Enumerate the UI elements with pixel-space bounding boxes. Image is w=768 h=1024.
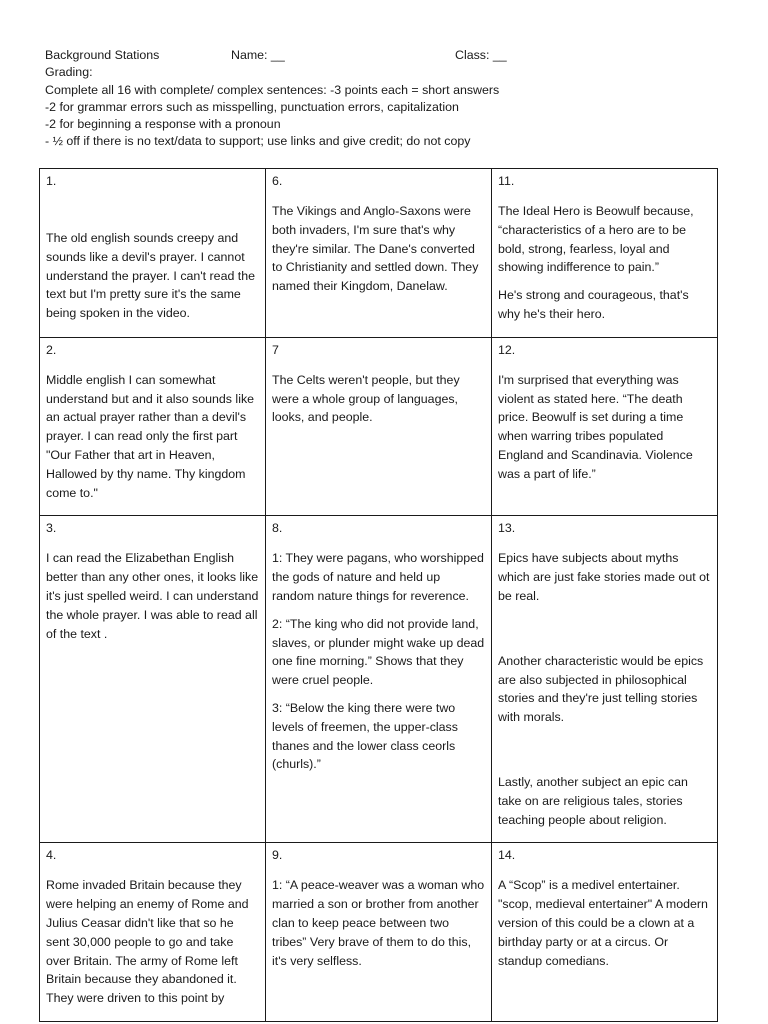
answer-text: 1: “A peace-weaver was a woman who married a son or brother from another clan to keep peace between two tribes” Very brave of them to do this, it's very selfless. — [272, 878, 485, 968]
grid-row — [40, 516, 718, 843]
name-field: Name: __ — [231, 48, 285, 62]
answer-text: I'm surprised that everything was violent as stated here. “The death price. Beowulf is set during a time when warring tribes populated England and Scandinavia. Violence was a part of life.” — [498, 372, 693, 481]
answer-text: The Celts weren't people, but they were a whole group of languages, looks, and people. — [272, 372, 460, 425]
answer-cell-1 — [40, 169, 266, 338]
answer-text: The old english sounds creepy and sounds like a devil's prayer. I cannot understand the prayer. I can't read the text but I'm pretty sure it's the same being spoken in the video. — [46, 231, 256, 321]
grading-rule: Complete all 16 with complete/ complex sentences: -3 points each = short answers — [45, 82, 500, 97]
answer-cell-9 — [266, 843, 492, 1022]
answer-text: The Ideal Hero is Beowulf because, “characteristics of a hero are to be bold, strong, fearless, loyal and showing indifference to pain.” — [498, 204, 694, 275]
grading-label: Grading: — [45, 65, 93, 80]
station-number: 8. — [272, 521, 283, 536]
class-field: Class: __ — [455, 48, 507, 62]
answer-text: Rome invaded Britain because they were helping an enemy of Rome and Julius Ceasar didn't like that so he sent 30,000 people to go and take over Britain. The army of Rome left Britain because they abandoned it. They were driven to this point by — [46, 878, 249, 1006]
answer-text: Epics have subjects about myths which are just fake stories made out ot be real. — [498, 551, 710, 603]
grid-row — [40, 843, 718, 1022]
grading-rule: - ½ off if there is no text/data to support; use links and give credit; do not copy — [45, 134, 471, 149]
grid-row — [40, 169, 718, 338]
answer-text: 2: “The king who did not provide land, slaves, or plunder might wake up dead one fine morning.” Shows that they were cruel people. — [272, 616, 485, 688]
station-number: 9. — [272, 848, 283, 863]
stations-title: Background Stations — [45, 48, 160, 62]
answer-text: 3: “Below the king there were two levels of freemen, the upper-class thanes and the lower class ceorls (churls).” — [272, 700, 458, 772]
answer-cell-13 — [492, 516, 718, 843]
answer-cell-14 — [492, 843, 718, 1022]
answer-text: I can read the Elizabethan English better than any other ones, it looks like it's just spelled weird. I can understand the whole prayer. I was able to read all of the text . — [46, 551, 259, 641]
answer-cell-12 — [492, 337, 718, 516]
answer-text: The Vikings and Anglo-Saxons were both invaders, I'm sure that's why they're similar. The Dane's converted to Christianity and settled down. They named their Kingdom, Danelaw. — [272, 204, 479, 294]
answer-text: He's strong and courageous, that's why he's their hero. — [498, 288, 689, 321]
header-line — [45, 47, 735, 64]
answer-text: Lastly, another subject an epic can take on are religious tales, stories teaching people about religion. — [498, 774, 688, 827]
station-number: 11. — [498, 174, 515, 188]
answer-grid — [39, 168, 718, 1022]
answer-cell-3 — [40, 516, 266, 843]
station-number: 4. — [46, 848, 57, 863]
answer-cell-2 — [40, 337, 266, 516]
station-number: 6. — [272, 174, 283, 188]
grid-row — [40, 337, 718, 516]
answer-cell-8 — [266, 516, 492, 843]
answer-cell-6 — [266, 169, 492, 338]
station-number: 3. — [46, 521, 57, 536]
station-number: 14. — [498, 848, 516, 863]
answer-text: A “Scop” is a medivel entertainer. "scop, medieval entertainer" A modern version of this could be a clown at a birthday party or at a circus. Or standup comedians. — [498, 878, 708, 968]
answer-text: Another characteristic would be epics are also subjected in philosophical stories and they're just telling stories with morals. — [498, 653, 704, 725]
grading-rule: -2 for beginning a response with a pronoun — [45, 117, 281, 132]
station-number: 1. — [46, 174, 57, 188]
station-number: 12. — [498, 342, 516, 357]
answer-cell-11 — [492, 169, 718, 338]
answer-text: Middle english I can somewhat understand but and it also sounds like an actual prayer rather than a devil's prayer. I can read only the first part "Our Father that art in Heaven, Hallowed by thy name. Thy kingdom come to." — [46, 372, 255, 500]
station-number: 7 — [272, 342, 279, 357]
answer-cell-4 — [40, 843, 266, 1022]
grading-rule: -2 for grammar errors such as misspelling, punctuation errors, capitalization — [45, 99, 459, 114]
answer-text: 1: They were pagans, who worshipped the gods of nature and held up random nature things for reverence. — [272, 551, 484, 603]
station-number: 13. — [498, 521, 516, 536]
worksheet-header — [45, 47, 735, 151]
station-number: 2. — [46, 342, 57, 357]
answer-cell-7 — [266, 337, 492, 516]
